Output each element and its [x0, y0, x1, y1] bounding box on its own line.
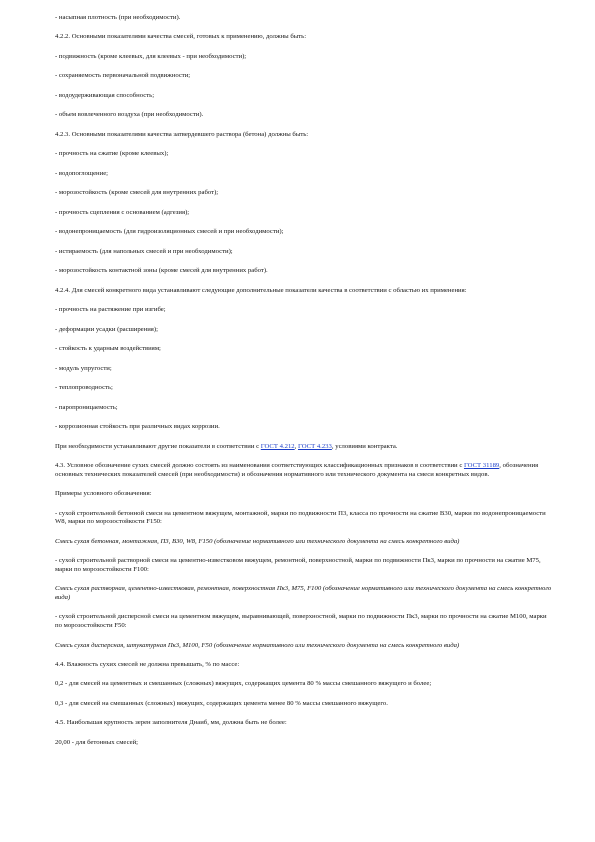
- paragraph-text-after: , условиями контракта.: [331, 442, 398, 450]
- bullet-water-retention: - водоудерживающая способность;: [55, 91, 155, 99]
- gost-4-233-link[interactable]: ГОСТ 4.233: [298, 442, 332, 450]
- bullet-flexural-strength: - прочность на растяжение при изгибе;: [55, 306, 166, 314]
- paragraph-text: 4.3. Условное обозначение сухих смесей должно состоять из наименования соответствующих классификационных признаков в соответствии с: [55, 462, 464, 470]
- example-concrete-mix: - сухой строительной бетонной смеси на цементном вяжущем, монтажной, марки по подвижности П3, класса по прочности на сжатие B30, марки по водонепроницаемости W8, марки по морозостойкости F150:: [55, 509, 546, 526]
- bullet-corrosion-resistance: - коррозионная стойкость при различных видах коррозии.: [55, 423, 220, 431]
- bullet-elastic-modulus: - модуль упругости;: [55, 364, 112, 372]
- bullet-workability-retention: - сохраняемость первоначальной подвижности;: [55, 72, 191, 80]
- bullet-frost-resistance: - морозостойкость (кроме смесей для внутренних работ);: [55, 189, 219, 197]
- example-mortar-mix: - сухой строительной растворной смеси на цементно-известковом вяжущем, ремонтной, поверхностной, марки по подвижности Пк3, марки по прочности на сжатие M75, марки по морозостойкости F100:: [55, 557, 541, 573]
- moisture-cement-80-plus: 0,2 - для смесей на цементных и смешанных (сложных) вяжущих, содержащих цемента 80 % массы смешанного вяжущего и более;: [55, 680, 432, 688]
- paragraph-text-after: , обозначения основных технических показателей смесей (при необходимости) и обозначения нормативного или технического документа на смеси конкретных видов.: [55, 462, 539, 478]
- bullet-adhesion: - прочность сцепления с основанием (адгезия);: [55, 208, 190, 216]
- grain-size-concrete: 20,00 - для бетонных смесей;: [55, 738, 139, 746]
- clause-4-2-2: 4.2.2. Основными показателями качества смесей, готовых к применению, должны быть:: [55, 33, 307, 41]
- clause-4-4: 4.4. Влажность сухих смесей не должна превышать, % по массе:: [55, 660, 240, 668]
- clause-4-2-3: 4.2.3. Основными показателями качества затвердевшего раствора (бетона) должны быть:: [55, 130, 309, 138]
- bullet-vapor-permeability: - паропроницаемость;: [55, 403, 118, 411]
- bullet-abrasion: - истираемость (для напольных смесей и при необходимости);: [55, 247, 233, 255]
- bullet-bulk-density: - насыпная плотность (при необходимости).: [55, 14, 181, 21]
- example-dispersed-mix: - сухой строительной дисперсной смеси на цементном вяжущем, выравнивающей, поверхностной, марки по подвижности Пк3, марки по прочности на сжатие M100, марки по морозостойкости F50:: [55, 613, 547, 630]
- moisture-cement-under-80: 0,3 - для смесей на смешанных (сложных) вяжущих, содержащих цемента менее 80 % массы смешанного вяжущего.: [55, 699, 388, 707]
- bullet-thermal-conductivity: - теплопроводность;: [55, 384, 113, 392]
- bullet-water-impermeability: - водонепроницаемость (для гидроизоляционных смесей и при необходимости);: [55, 228, 284, 236]
- bullet-workability: - подвижность (кроме клеевых, для клеевых - при необходимости);: [55, 52, 247, 60]
- link-separator: ,: [294, 442, 298, 450]
- bullet-impact-resistance: - стойкость к ударным воздействиям;: [55, 345, 161, 353]
- clause-4-3: [55, 462, 555, 479]
- example-mortar-designation: Смесь сухая растворная, цементно-известковая, ремонтная, поверхностная Пк3, M75, F100 (обозначение нормативного или технического документа на смесь конкретного вида): [55, 585, 552, 601]
- gost-4-212-link[interactable]: ГОСТ 4.212: [260, 442, 295, 450]
- clause-4-2-4: 4.2.4. Для смесей конкретного вида устанавливают следующие дополнительные показатели качества в соответствии с областью их применения:: [55, 286, 467, 294]
- example-concrete-designation: Смесь сухая бетонная, монтажная, П3, B30, W8, F150 (обозначение нормативного или технического документа на смесь конкретного вида): [55, 537, 460, 545]
- clause-4-5: 4.5. Наибольшая крупность зерен заполнителя Днаиб, мм, должна быть не более:: [55, 719, 287, 727]
- bullet-air-content: - объем вовлеченного воздуха (при необходимости).: [55, 111, 204, 119]
- example-dispersed-designation: Смесь сухая дисперсная, штукатурная Пк3, M100, F50 (обозначение нормативного или технического документа на смесь конкретного вида): [55, 641, 460, 649]
- bullet-compressive-strength: - прочность на сжатие (кроме клеевых);: [55, 150, 169, 158]
- paragraph-other-indicators: [55, 443, 555, 452]
- paragraph-text: При необходимости устанавливают другие показатели в соответствии с: [55, 442, 261, 450]
- examples-heading: Примеры условного обозначения:: [55, 490, 152, 498]
- bullet-water-absorption: - водопоглощение;: [55, 169, 109, 177]
- bullet-shrinkage: - деформации усадки (расширения);: [55, 325, 158, 333]
- bullet-contact-zone-frost: - морозостойкость контактной зоны (кроме смесей для внутренних работ).: [55, 267, 268, 275]
- gost-31189-link[interactable]: ГОСТ 31189: [463, 462, 500, 470]
